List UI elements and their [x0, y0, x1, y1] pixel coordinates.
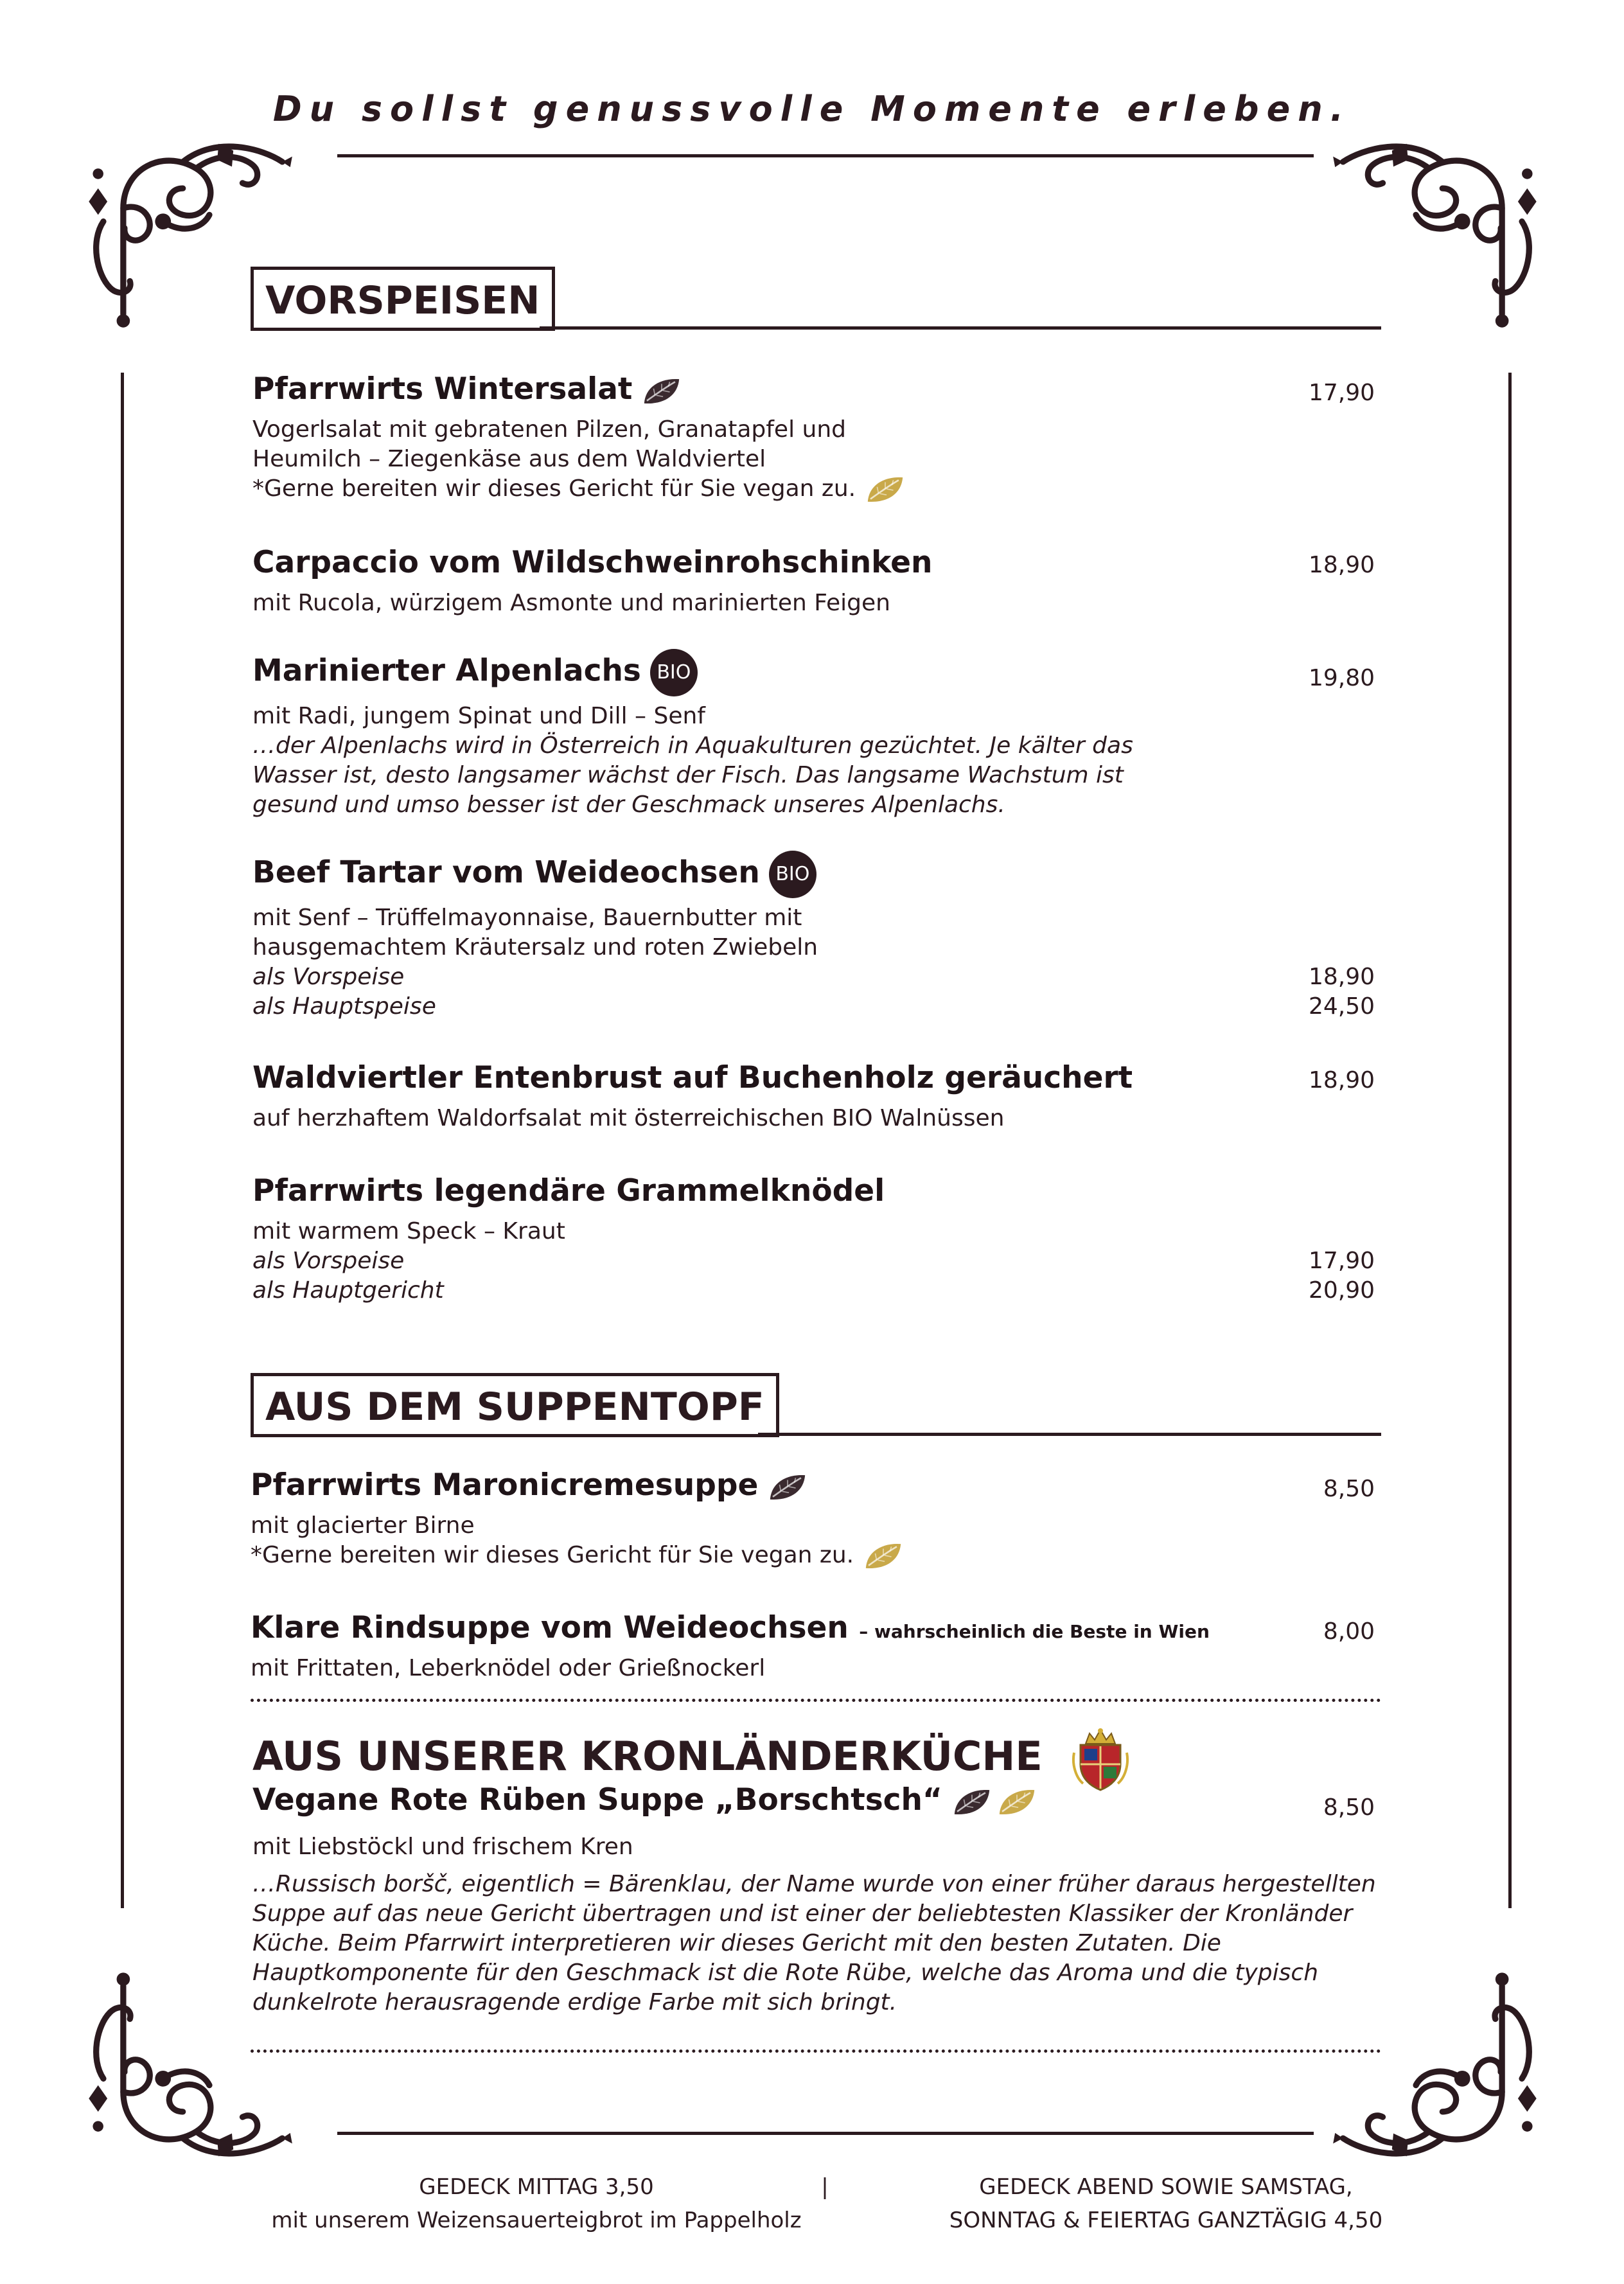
dish-description: Heumilch – Ziegenkäse aus dem Waldviertel	[252, 446, 766, 472]
leaf-icon	[767, 1473, 808, 1502]
dish-suffix: – wahrscheinlich die Beste in Wien	[859, 1621, 1210, 1642]
dish-price: 17,90	[1308, 380, 1375, 406]
dish-description: mit warmem Speck – Kraut	[252, 1218, 565, 1244]
dish-price: 18,90	[1308, 552, 1375, 578]
dish-note: …der Alpenlachs wird in Österreich in Aquakulturen gezüchtet. Je kälter das	[252, 732, 1133, 759]
frame-right	[1508, 373, 1512, 1908]
dish-price: 8,50	[1323, 1476, 1375, 1502]
dish-description: *Gerne bereiten wir dieses Gericht für Sie vegan zu.	[252, 474, 906, 504]
section-title-kronlaender: AUS UNSERER KRONLÄNDERKÜCHE	[252, 1727, 1129, 1791]
bio-badge: BIO	[650, 649, 698, 696]
section-title-vorspeisen: VORSPEISEN	[251, 267, 555, 331]
dish-description: mit Rucola, würzigem Asmonte und marinierten Feigen	[252, 590, 890, 616]
dish-description: auf herzhaftem Waldorfsalat mit österreichischen BIO Walnüssen	[252, 1105, 1005, 1131]
variant-price: 24,50	[1308, 993, 1375, 1020]
vegan-leaf-icon	[863, 1541, 904, 1571]
dish-note: Wasser ist, desto langsamer wächst der Fisch. Das langsame Wachstum ist	[252, 762, 1124, 788]
dish-name: Waldviertler Entenbrust auf Buchenholz geräuchert	[252, 1060, 1133, 1095]
variant-price: 17,90	[1308, 1248, 1375, 1274]
footer-right-line: GEDECK ABEND SOWIE SAMSTAG,	[979, 2174, 1353, 2200]
dish-name: Vegane Rote Rüben Suppe „Borschtsch“	[252, 1782, 1037, 1818]
section-title-suppentopf: AUS DEM SUPPENTOPF	[251, 1373, 779, 1437]
dish-name: Pfarrwirts legendäre Grammelknödel	[252, 1173, 885, 1208]
dish-price: 18,90	[1308, 1067, 1375, 1093]
dish-description: mit Senf – Trüffelmayonnaise, Bauernbutter mit	[252, 905, 802, 931]
dish-price: 8,50	[1323, 1794, 1375, 1821]
dish-note: …Russisch boršč, eigentlich = Bärenklau, der Name wurde von einer früher daraus hergestellten	[252, 1871, 1376, 1897]
dish-description: Vogerlsalat mit gebratenen Pilzen, Granatapfel und	[252, 416, 847, 443]
dish-name: Carpaccio vom Wildschweinrohschinken	[252, 545, 933, 580]
variant-label: als Vorspeise	[252, 964, 405, 990]
leaf-icon	[951, 1787, 993, 1817]
footer-left-line: GEDECK MITTAG 3,50	[419, 2174, 654, 2200]
footer-right-line: SONNTAG & FEIERTAG GANZTÄGIG 4,50	[949, 2208, 1383, 2233]
corner-ornament-icon	[1330, 1966, 1542, 2178]
dish-name: Klare Rindsuppe vom Weideochsen – wahrscheinlich die Beste in Wien	[251, 1610, 1210, 1645]
dish-note: dunkelrote herausragende erdige Farbe mit sich bringt.	[252, 1989, 897, 2015]
dotted-divider	[251, 2049, 1381, 2053]
variant-price: 18,90	[1308, 964, 1375, 990]
dish-name: Marinierter Alpenlachs BIO	[252, 649, 698, 696]
section-rule	[758, 1433, 1381, 1436]
dish-description: mit Liebstöckl und frischem Kren	[252, 1834, 633, 1860]
variant-label: als Vorspeise	[252, 1248, 405, 1274]
dish-description: mit glacierter Birne	[251, 1512, 475, 1539]
dish-name: Pfarrwirts Maronicremesuppe	[251, 1467, 808, 1503]
corner-ornament-icon	[1330, 122, 1542, 334]
frame-left	[121, 373, 124, 1908]
footer-rule	[337, 2132, 1314, 2135]
variant-price: 20,90	[1308, 1277, 1375, 1304]
tagline: Du sollst genussvolle Momente erleben.	[272, 89, 1352, 129]
dish-description: hausgemachtem Kräutersalz und roten Zwiebeln	[252, 934, 818, 961]
bio-badge: BIO	[769, 851, 816, 898]
variant-label: als Hauptgericht	[252, 1277, 444, 1304]
dish-name: Pfarrwirts Wintersalat	[252, 371, 682, 407]
dish-note: gesund und umso besser ist der Geschmack unseres Alpenlachs.	[252, 792, 1005, 818]
header-rule	[337, 154, 1314, 157]
dish-note: Suppe auf das neue Gericht übertragen und ist einer der beliebtesten Klassiker der Kronländer	[252, 1900, 1353, 1927]
dish-note: Hauptkomponente für den Geschmack ist die Rote Rübe, welche das Aroma und die typisch	[252, 1960, 1319, 1986]
variant-label: als Hauptspeise	[252, 993, 436, 1020]
section-rule	[540, 326, 1381, 330]
dotted-divider	[251, 1699, 1381, 1702]
dish-note: Küche. Beim Pfarrwirt interpretieren wir dieses Gericht mit den besten Zutaten. Die	[252, 1930, 1221, 1956]
coat-of-arms-icon	[1072, 1727, 1129, 1791]
dish-description: mit Frittaten, Leberknödel oder Grießnockerl	[251, 1655, 766, 1681]
leaf-icon	[641, 376, 682, 406]
dish-description: *Gerne bereiten wir dieses Gericht für Sie vegan zu.	[251, 1541, 904, 1571]
footer-separator: |	[821, 2174, 829, 2200]
dish-description: mit Radi, jungem Spinat und Dill – Senf	[252, 703, 705, 729]
dish-name: Beef Tartar vom Weideochsen BIO	[252, 851, 816, 898]
vegan-leaf-icon	[865, 475, 906, 504]
dish-price: 19,80	[1308, 665, 1375, 691]
dish-price: 8,00	[1323, 1618, 1375, 1645]
footer-left-line: mit unserem Weizensauerteigbrot im Pappelholz	[271, 2208, 802, 2233]
vegan-leaf-icon	[996, 1787, 1037, 1817]
